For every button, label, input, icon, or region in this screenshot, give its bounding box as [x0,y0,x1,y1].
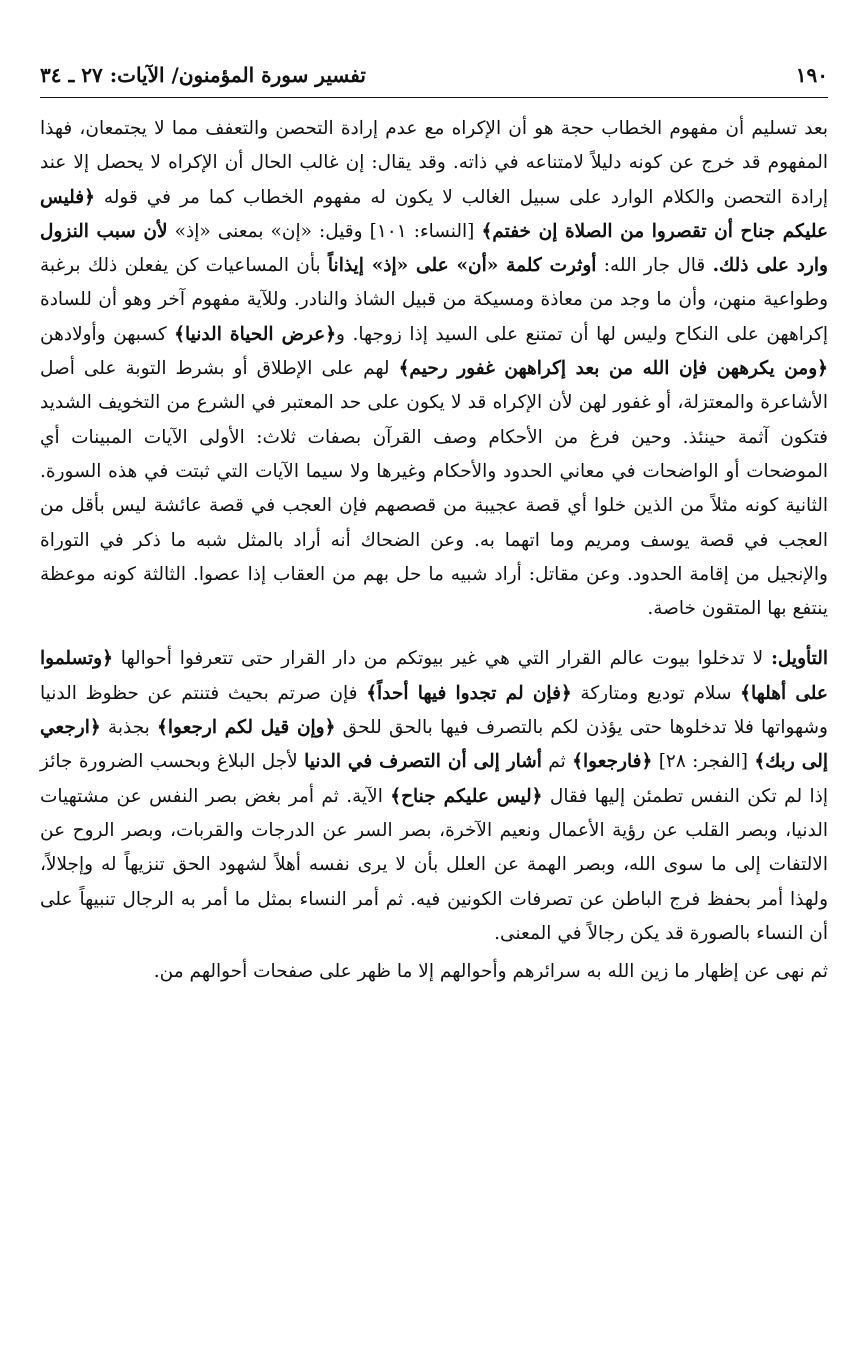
header-rule [40,97,828,98]
text-span: فإن صرتم بحيث فتنتم عن حظوظ الدنيا وشهواتها فلا تدخلوها حتى يؤذن لكم بالتصرف فيها بالحق للحق [40,682,828,739]
text-span: سلام توديع ومتاركة [571,682,741,704]
text-span: ثم [541,751,573,773]
text-span: كسبهن وأولادهن [40,323,175,345]
text-span: الآية. ثم أمر بغض بصر النفس عن مشتهيات الدنيا، وبصر القلب عن رؤية الأعمال ونعيم الآخرة، بصر السر عن الدرجات والقربات، وبصر الروح عن الالتفات إلى ما سوى الله، وبصر الهمة عن العلل بأن لا يرى نفسه أهلاً لشهود الحق تنزيهاً له وإجلالاً، ولهذا أمر بحفظ فرج الباطن عن تصرفات الكونين فيه. ثم أمر النساء بمثل ما أمر به الرجال تنبيهاً على أن النساء بالصورة قد يكن رجالاً في المعنى. [40,785,828,944]
text-span: قال جار الله: [596,255,713,277]
quran-quote: ﴿ارجعي إلى ربك﴾ [40,717,828,773]
quran-quote: ﴿ليس عليكم جناح﴾ [390,785,543,807]
bold-phrase: أوثرت كلمة «أن» على «إذ» إيذاناً [327,255,597,277]
quran-quote: ﴿عرض الحياة الدنيا﴾ [174,323,337,345]
text-span: لأجل البلاغ وبحسب الضرورة جائز إذا لم تكن النفس تطمئن إليها فقال [40,751,829,807]
bold-phrase: لأن سبب النزول وارد على ذلك. [40,220,828,277]
page-header [40,56,828,94]
quran-quote: ﴿فارجعوا﴾ [572,751,653,773]
text-span: بعد تسليم أن مفهوم الخطاب حجة هو أن الإكراه مع عدم إرادة التحصن والتعفف مما لا يجتمعان، فهذا المفهوم قد خرج عن كونه دليلاً لامتناعه في ذاته. وقد يقال: إن غالب الحال أن الإكراه لا يحصل إلا عند إرادة التحصن والكلام الوارد على سبيل الغالب لا يكون له مفهوم الخطاب كما مر في قوله [40,118,828,208]
text-span: [النساء: ١٠١] وقيل: «إن» بمعنى «إذ» [167,220,482,242]
running-title: تفسير سورة المؤمنون/ الآيات: ٢٧ ـ ٣٤ [40,63,366,87]
text-span: بجذبة [100,717,158,739]
paragraph-1 [40,112,828,626]
quran-quote: ﴿فإن لم تجدوا فيها أحداً﴾ [366,682,572,704]
quran-quote: ﴿ومن يكرههن فإن الله من بعد إكراههن غفور رحيم﴾ [398,358,828,380]
page-number: ١٩٠ [795,63,828,87]
quran-quote: ﴿وتسلموا على أهلها﴾ [40,648,828,704]
paragraph-2 [40,642,828,951]
quran-quote: ﴿وإن قيل لكم ارجعوا﴾ [157,717,336,739]
text-span: [الفجر: ٢٨] [652,751,755,773]
text-span: لهم على الإطلاق أو بشرط التوبة على أصل الأشاعرة والمعتزلة، أو غفور لهن لأن الإكراه قد لا يكون على حد المعتبر في الشرع من التخويف الشديد فتكون آثمة حينئذ. وحين فرغ من الأحكام وصف القرآن بصفات ثلاث: الأولى الآيات المبينات أي الموضحات أو الواضحات في معاني الحدود والأحكام وغيرها ولا سيما الآيات التي ثبتت في هذه السورة. الثانية كونه مثلاً من الذين خلوا أي قصة عجيبة من قصصهم فإن العجب في قصة عائشة ليس بأقل من العجب في قصة يوسف ومريم وما اتهما به. وعن الضحاك أنه أراد بالمثل شبه ما ذكر في التوراة والإنجيل من إقامة الحدود. وعن مقاتل: أراد شبيه ما حل بهم من العقاب إذا عصوا. الثالثة كونه موعظة ينتفع بها المتقون خاصة. [40,358,828,620]
paragraph-3 [40,955,828,989]
section-label: التأويل: [771,648,828,670]
text-span: ثم نهى عن إظهار ما زين الله به سرائرهم وأحوالهم إلا ما ظهر على صفحات أحوالهم من. [153,961,828,983]
quran-quote: ﴿فليس عليكم جناح أن تقصروا من الصلاة إن خفتم﴾ [40,186,829,242]
body-text [40,112,828,989]
bold-phrase: أشار إلى أن التصرف في الدنيا [304,751,542,773]
text-span: لا تدخلوا بيوت عالم القرار التي هي غير بيوتكم من دار القرار حتى تتعرفوا أحوالها [112,648,772,670]
text-span: بأن المساعيات كن يفعلن ذلك برغبة وطواعية منهن، وأن ما وجد من معاذة ومسيكة من قبيل الشاذ والنادر. وللآية مفهوم آخر وهو أن للسادة إكراههن على النكاح وليس لها أن تمتنع على السيد إذا زوجها. و [40,255,828,345]
